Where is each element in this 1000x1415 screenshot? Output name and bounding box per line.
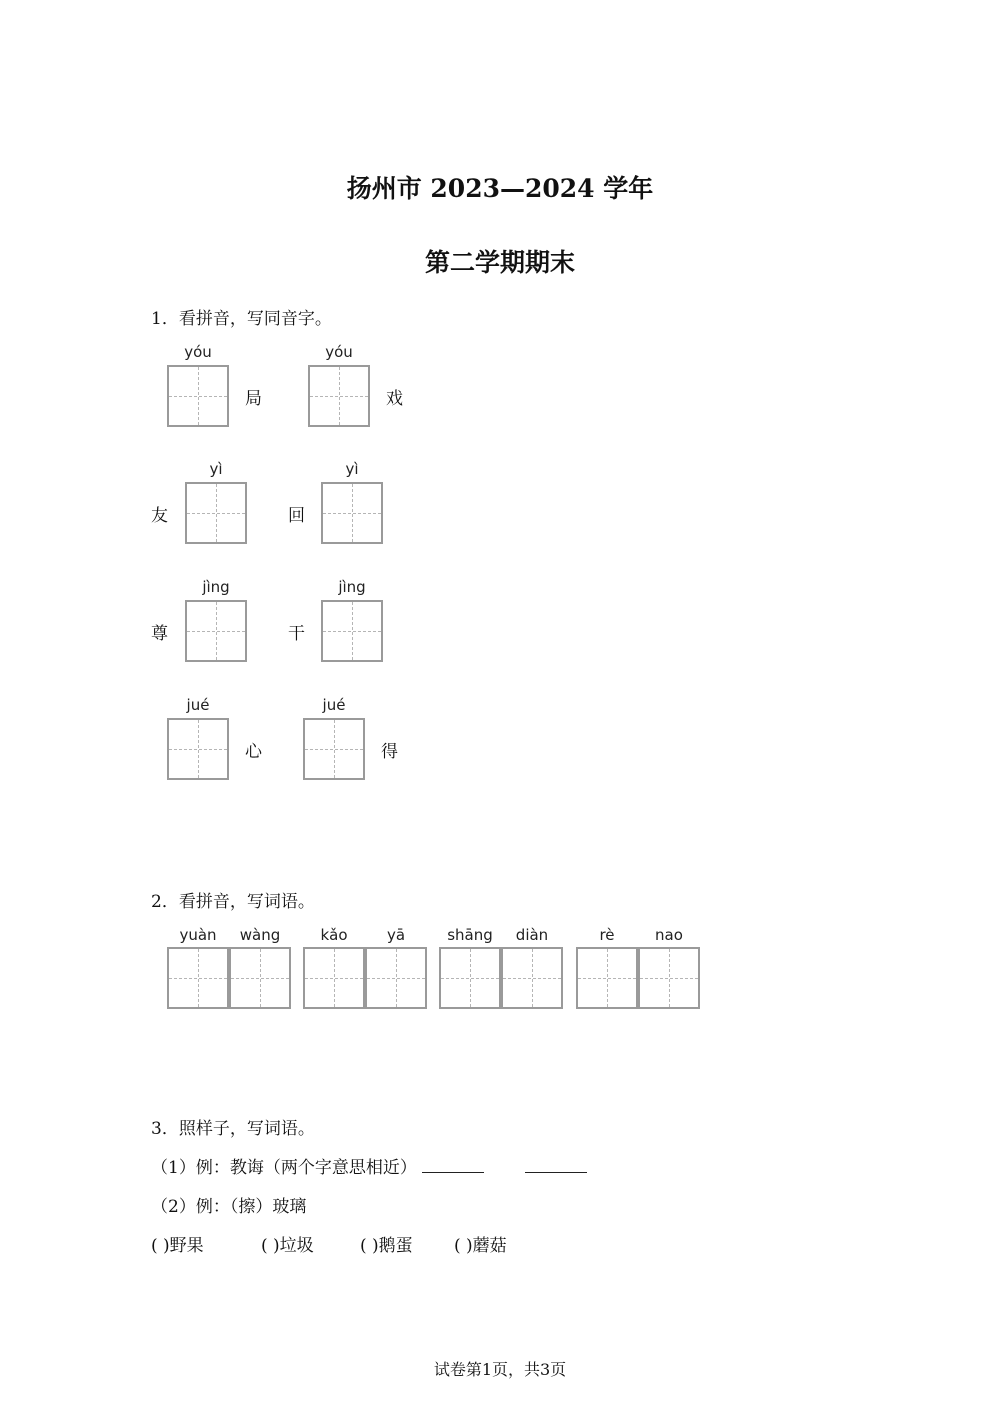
q2-prompt: 2．看拼音，写词语。 [151,892,315,912]
q2-writing-box-7[interactable] [576,947,638,1009]
q3-fill-2[interactable]: ( )垃圾 [261,1236,314,1256]
q1-pinyin-3: yì [209,460,223,478]
title-line-1: 扬州市 2023—2024 学年 [346,174,654,203]
q3-sub1-blank-1[interactable] [422,1158,484,1173]
q2-pinyin-1: yuàn [179,926,217,944]
q1-writing-box-4[interactable] [321,482,383,544]
q3-sub1-line [151,1153,587,1178]
q2-writing-box-5[interactable] [439,947,501,1009]
q2-pinyin-3: kǎo [320,926,348,944]
q3-prompt: 3．照样子，写词语。 [151,1119,315,1139]
q3-sub1-text: （1）例：教诲（两个字意思相近） [151,1158,417,1178]
q1-writing-box-6[interactable] [321,600,383,662]
q1-char-4: 回 [288,506,305,526]
q1-char-1: 局 [245,389,262,409]
q1-writing-box-5[interactable] [185,600,247,662]
q1-pinyin-6: jìng [338,578,366,596]
q1-pinyin-8: jué [322,696,346,714]
q2-pinyin-8: nao [655,926,683,944]
q2-writing-box-1[interactable] [167,947,229,1009]
q1-writing-box-7[interactable] [167,718,229,780]
q3-fill-3[interactable]: ( )鹅蛋 [360,1236,413,1256]
q1-pinyin-2: yóu [325,343,353,361]
q2-pinyin-6: diàn [515,926,549,944]
q1-char-7: 心 [245,742,262,762]
q1-pinyin-4: yì [345,460,359,478]
q1-writing-box-3[interactable] [185,482,247,544]
q1-writing-box-2[interactable] [308,365,370,427]
page-footer: 试卷第1页，共3页 [433,1360,567,1379]
q1-char-6: 干 [288,624,305,644]
q1-pinyin-7: jué [186,696,210,714]
q3-sub2-text: （2）例：（擦）玻璃 [151,1197,307,1217]
q2-pinyin-4: yā [386,926,406,944]
q2-pinyin-5: shāng [447,926,493,944]
q1-char-5: 尊 [151,624,168,644]
q1-char-3: 友 [151,506,168,526]
q3-fill-1[interactable]: ( )野果 [151,1236,204,1256]
q2-writing-box-8[interactable] [638,947,700,1009]
q1-prompt: 1．看拼音，写同音字。 [151,309,332,329]
q1-pinyin-5: jìng [202,578,230,596]
q1-writing-box-1[interactable] [167,365,229,427]
q1-writing-box-8[interactable] [303,718,365,780]
q2-writing-box-2[interactable] [229,947,291,1009]
q2-writing-box-4[interactable] [365,947,427,1009]
q2-pinyin-2: wàng [239,926,281,944]
q2-writing-box-3[interactable] [303,947,365,1009]
q3-sub1-blank-2[interactable] [525,1158,587,1173]
q2-writing-box-6[interactable] [501,947,563,1009]
q2-pinyin-7: rè [599,926,615,944]
q1-pinyin-1: yóu [184,343,212,361]
title-line-2: 第二学期期末 [424,248,575,277]
q3-fill-4[interactable]: ( )蘑菇 [454,1236,507,1256]
q1-char-2: 戏 [386,389,403,409]
q1-char-8: 得 [381,742,398,762]
